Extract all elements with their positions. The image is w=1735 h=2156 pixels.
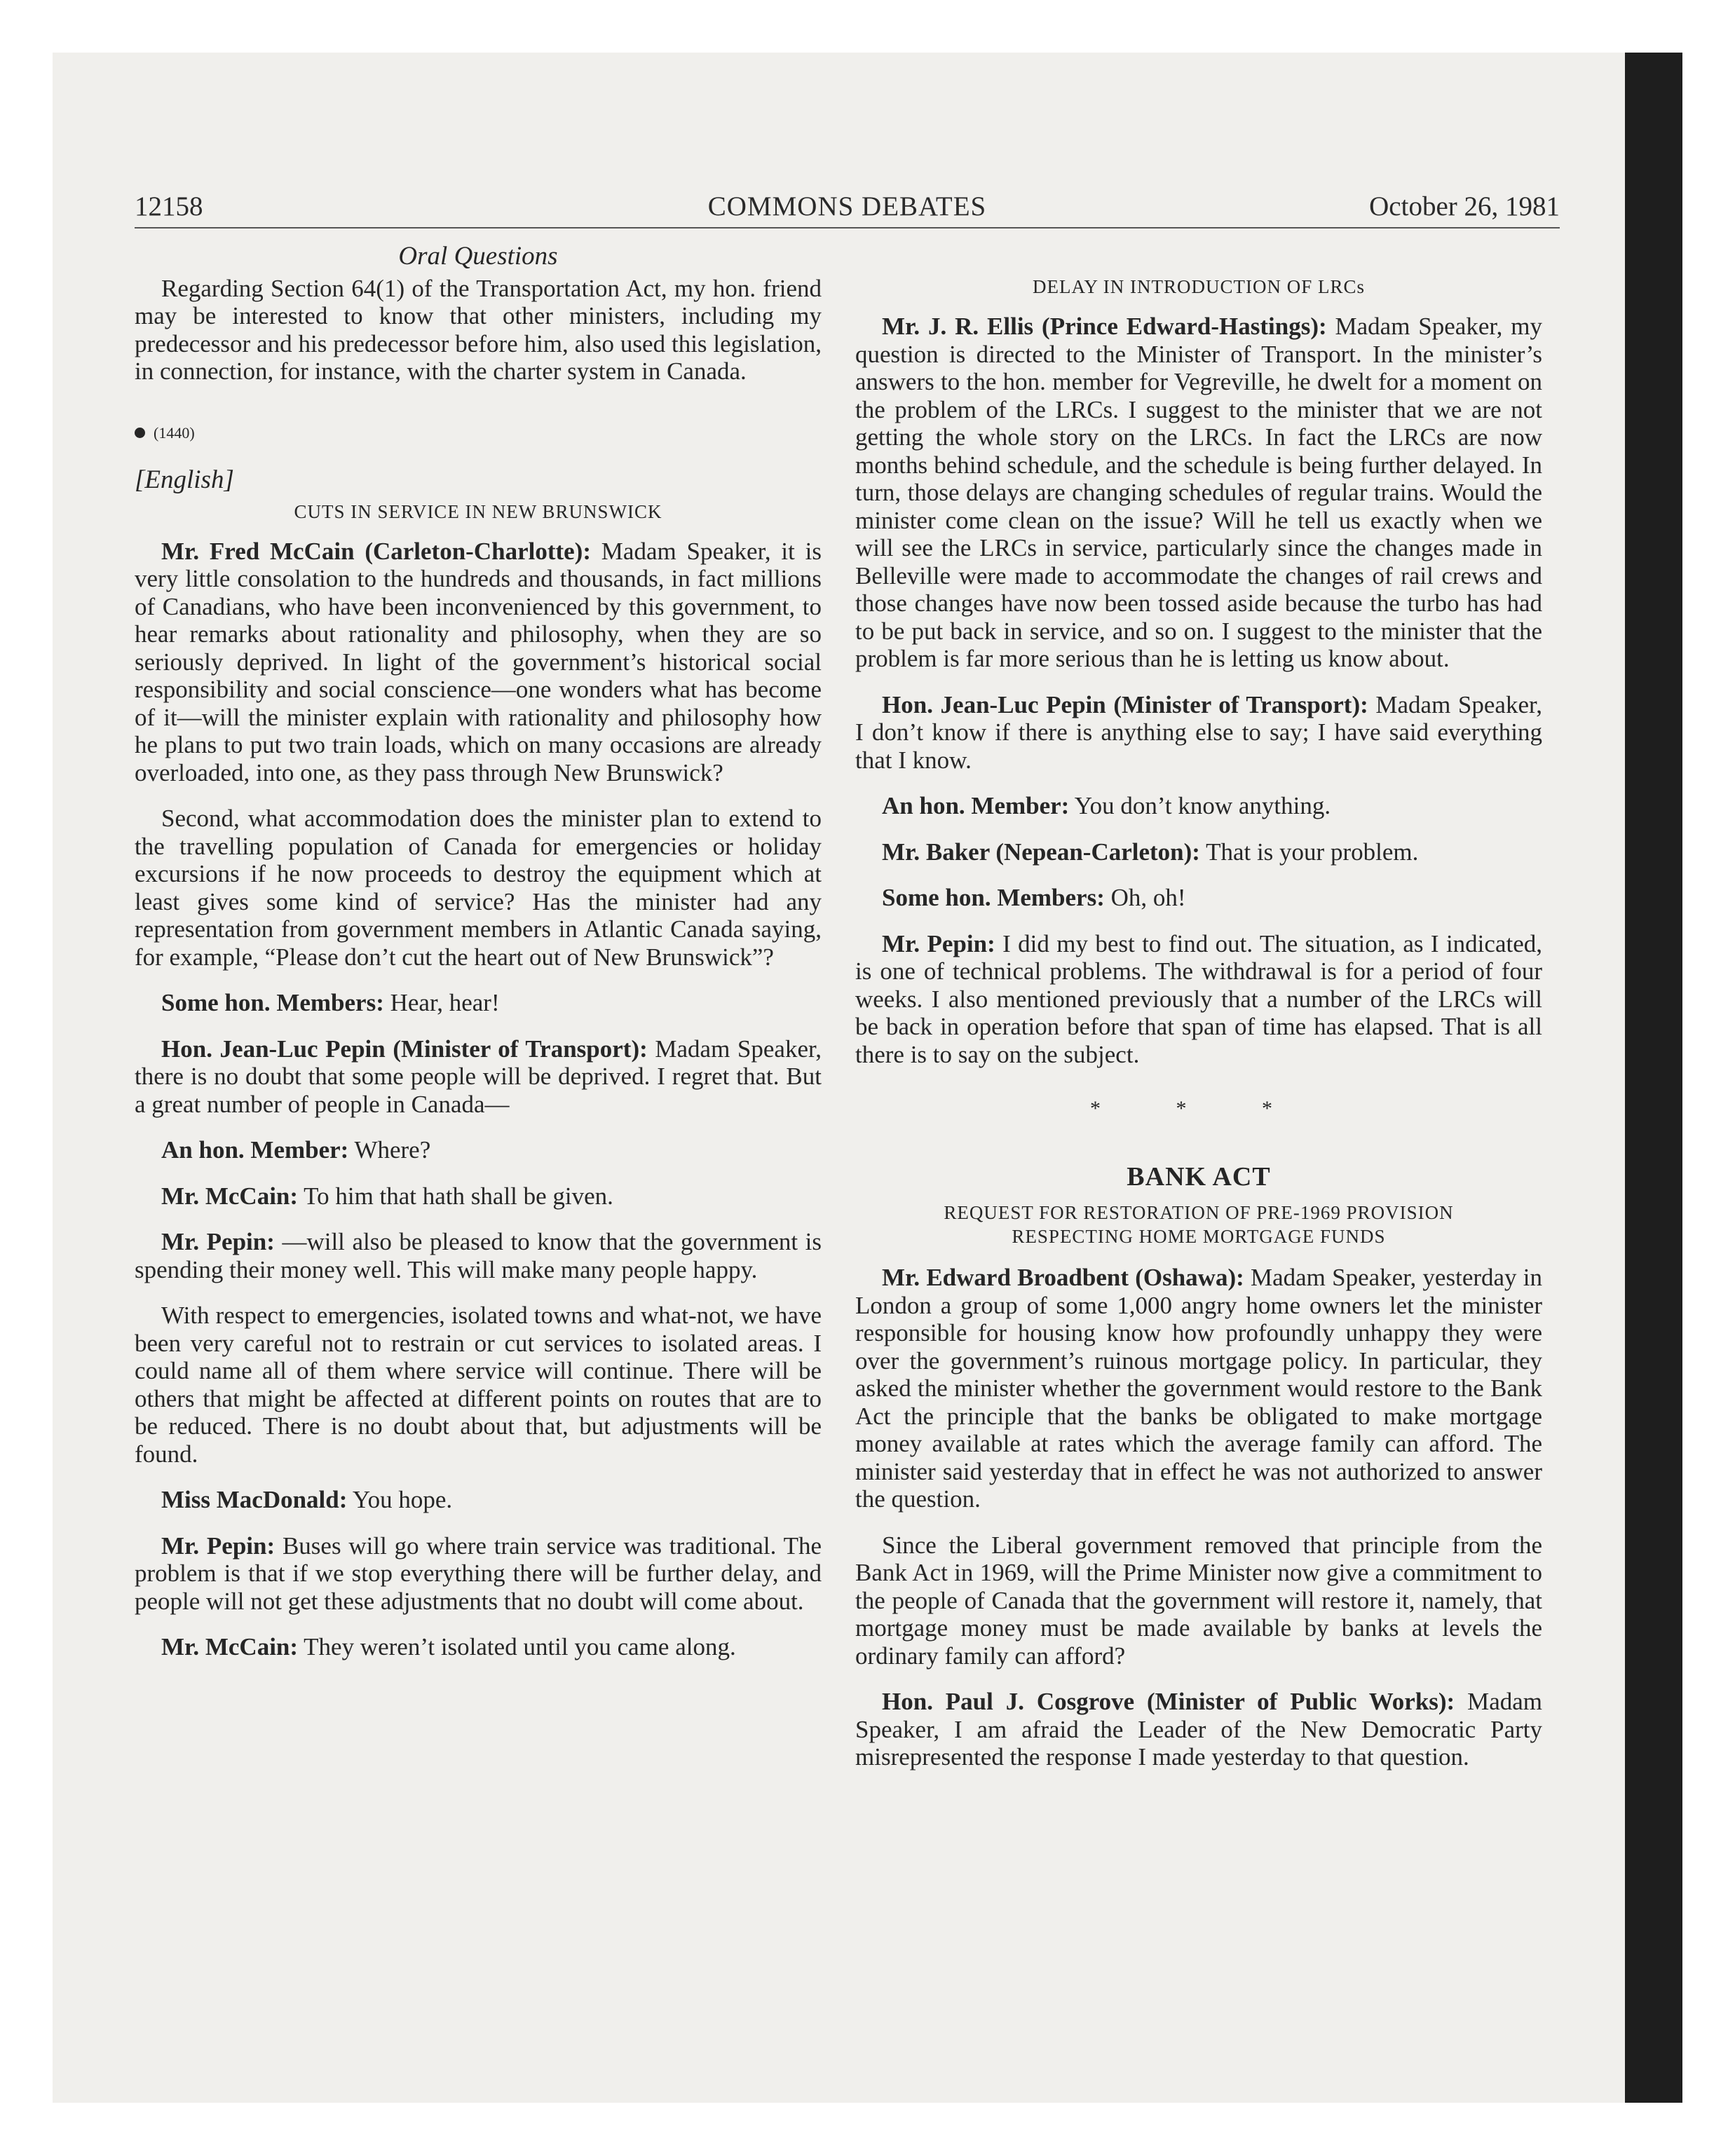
- paragraph: [135, 1182, 822, 1210]
- paragraph: [855, 792, 1542, 820]
- speaker: Mr. Fred McCain (Carleton-Charlotte):: [161, 537, 591, 565]
- paragraph: [855, 930, 1542, 1069]
- paragraph: With respect to emergencies, isolated towns and what-not, we have been very careful not to restrain or cut services to isolated areas. I could name all of them where service will continue. There will be others that might be affected at different points on routes that are to be reduced. There is no doubt about that, but adjustments will be found.: [135, 1302, 822, 1468]
- speaker: Some hon. Members:: [882, 884, 1105, 911]
- speaker: Hon. Paul J. Cosgrove (Minister of Public Works):: [882, 1688, 1455, 1715]
- time-marker: [135, 419, 822, 447]
- subheading-line: RESPECTING HOME MORTGAGE FUNDS: [1012, 1226, 1386, 1247]
- paragraph: [135, 538, 822, 787]
- speech-text: —will also be pleased to know that the government is spending their money well. This will make many people happy.: [135, 1228, 822, 1283]
- speaker: Mr. J. R. Ellis (Prince Edward-Hastings):: [882, 313, 1327, 340]
- speaker: Mr. Pepin:: [882, 929, 995, 957]
- page-header: [135, 191, 1560, 228]
- language-tag: [English]: [135, 465, 234, 494]
- speech-text: Oh, oh!: [1104, 884, 1186, 911]
- speaker: An hon. Member:: [161, 1136, 349, 1164]
- paragraph: [855, 884, 1542, 912]
- right-column: [855, 243, 1542, 1789]
- paragraph: [135, 1532, 822, 1616]
- paragraph: [135, 1035, 822, 1119]
- speaker: Some hon. Members:: [161, 989, 384, 1016]
- time-marker-text: (1440): [154, 423, 195, 442]
- section-title: Oral Questions: [398, 242, 558, 271]
- heading-bank-act: BANK ACT: [1127, 1161, 1271, 1192]
- speech-text: Madam Speaker, I am afraid the Leader of the New Democratic Party misrepresented the response I made yesterday to that question.: [855, 1688, 1542, 1770]
- section-separator: * * *: [1090, 1097, 1307, 1120]
- speech-text: Madam Speaker, I don’t know if there is anything else to say; I have said everything that I know.: [855, 690, 1542, 774]
- speech-text: You don’t know anything.: [1069, 792, 1331, 819]
- page-number: 12158: [135, 191, 203, 221]
- speech-text: That is your problem.: [1199, 838, 1419, 866]
- paragraph: [855, 838, 1542, 866]
- paragraph: [135, 989, 822, 1017]
- paragraph: Since the Liberal government removed that principle from the Bank Act in 1969, will the Prime Minister now give a commitment to the people of Canada that the government will restore it, namely, that mortgage money must be made available by banks at levels the ordinary family can afford?: [855, 1531, 1542, 1670]
- paragraph: [855, 691, 1542, 775]
- speech-text: You hope.: [347, 1486, 453, 1513]
- speech-text: To him that hath shall be given.: [298, 1182, 613, 1210]
- heading-delay-lrcs: DELAY IN INTRODUCTION OF LRCs: [1033, 276, 1365, 297]
- paragraph: [855, 1688, 1542, 1771]
- paragraph: [135, 1136, 822, 1164]
- left-column: [135, 243, 822, 1679]
- speech-text: Madam Speaker, it is very little consolation to the hundreds and thousands, in fact millions of Canadians, who have been inconvenienced by this government, to hear remarks about rationality and philosophy, when they are so seriously deprived. In light of the government’s historical social responsibility and social conscience—one wonders what has become of it—will the minister explain with rationality and philosophy how he plans to put two train loads, which on many occasions are already overloaded, into one, as they pass through New Brunswick?: [135, 537, 822, 786]
- subheading-mortgage: [855, 1201, 1542, 1248]
- paragraph: Second, what accommodation does the minister plan to extend to the travelling population of Canada for emergencies or holiday excursions if he now proceeds to destroy the equipment which at least gives some kind of service? Has the minister had any representation from government members in Atlantic Canada saying, for example, “Please don’t cut the heart out of New Brunswick”?: [135, 805, 822, 971]
- speech-text: Madam Speaker, my question is directed to the Minister of Transport. In the minister’s answers to the hon. member for Vegreville, he dwelt for a moment on the problem of the LRCs. I suggest to the minister that we are not getting the whole story on the LRCs. In fact the LRCs are now months behind schedule, and the schedule is being further delayed. In turn, those delays are changing schedules of regular trains. Would the minister come clean on the issue? Will he tell us exactly when we will see the LRCs in service, particularly since the changes made in Belleville were made to accommodate the changes of rail crews and those changes have now been tossed aside because the turbo has had to be put back in service, and so on. I suggest to the minister that the problem is far more serious than he is letting us know about.: [855, 313, 1542, 672]
- speaker: Mr. Pepin:: [161, 1531, 275, 1560]
- speaker: Miss MacDonald:: [161, 1486, 348, 1513]
- speaker: Mr. Edward Broadbent (Oshawa):: [882, 1264, 1244, 1291]
- paragraph-intro: Regarding Section 64(1) of the Transportation Act, my hon. friend may be interested to know that other ministers, including my predecessor and his predecessor before him, also used this legislation, in connection, for instance, with the charter system in Canada.: [135, 274, 822, 385]
- speaker: An hon. Member:: [882, 792, 1070, 819]
- speech-text: I did my best to find out. The situation, as I indicated, is one of technical problems. The withdrawal is for a period of four weeks. I also mentioned previously that a number of the LRCs will be back in operation before that span of time has elapsed. That is all there is to say on the subject.: [855, 929, 1542, 1068]
- speaker: Hon. Jean-Luc Pepin (Minister of Transport):: [882, 690, 1368, 718]
- paragraph: [855, 313, 1542, 673]
- speaker: Mr. McCain:: [161, 1182, 299, 1210]
- speaker: Mr. Baker (Nepean-Carleton):: [882, 838, 1200, 866]
- paragraph: [135, 1633, 822, 1661]
- speech-text: Madam Speaker, there is no doubt that some people will be deprived. I regret that. But a great number of people in Canada—: [135, 1035, 822, 1118]
- publication-title: COMMONS DEBATES: [707, 191, 987, 221]
- subheading-line: REQUEST FOR RESTORATION OF PRE-1969 PROVISION: [944, 1202, 1454, 1223]
- paragraph: [855, 1264, 1542, 1513]
- speech-text: Where?: [348, 1136, 431, 1164]
- page-date: October 26, 1981: [1369, 191, 1560, 221]
- heading-cuts-in-service: CUTS IN SERVICE IN NEW BRUNSWICK: [294, 500, 662, 522]
- speech-text: Hear, hear!: [383, 989, 500, 1016]
- speaker: Hon. Jean-Luc Pepin (Minister of Transport):: [161, 1035, 648, 1063]
- speech-text: Madam Speaker, yesterday in London a group of some 1,000 angry home owners let the minister responsible for housing know how profoundly unhappy they were over the government’s ruinous mortgage policy. In particular, they asked the minister whether the government would restore to the Bank Act the principle that the banks be obligated to make mortgage money available at rates which the average family can afford. The minister said yesterday that in effect he was not authorized to answer the question.: [855, 1264, 1542, 1513]
- bullet-icon: [135, 428, 145, 438]
- speaker: Mr. McCain:: [161, 1633, 299, 1660]
- scan-edge-bar: [1625, 53, 1682, 2103]
- paragraph: [135, 1228, 822, 1283]
- speech-text: They weren’t isolated until you came along.: [298, 1633, 736, 1660]
- paragraph: [135, 1486, 822, 1514]
- speech-text: Buses will go where train service was traditional. The problem is that if we stop everything there will be further delay, and people will not get these adjustments that no doubt will come about.: [135, 1531, 822, 1615]
- speaker: Mr. Pepin:: [161, 1228, 275, 1255]
